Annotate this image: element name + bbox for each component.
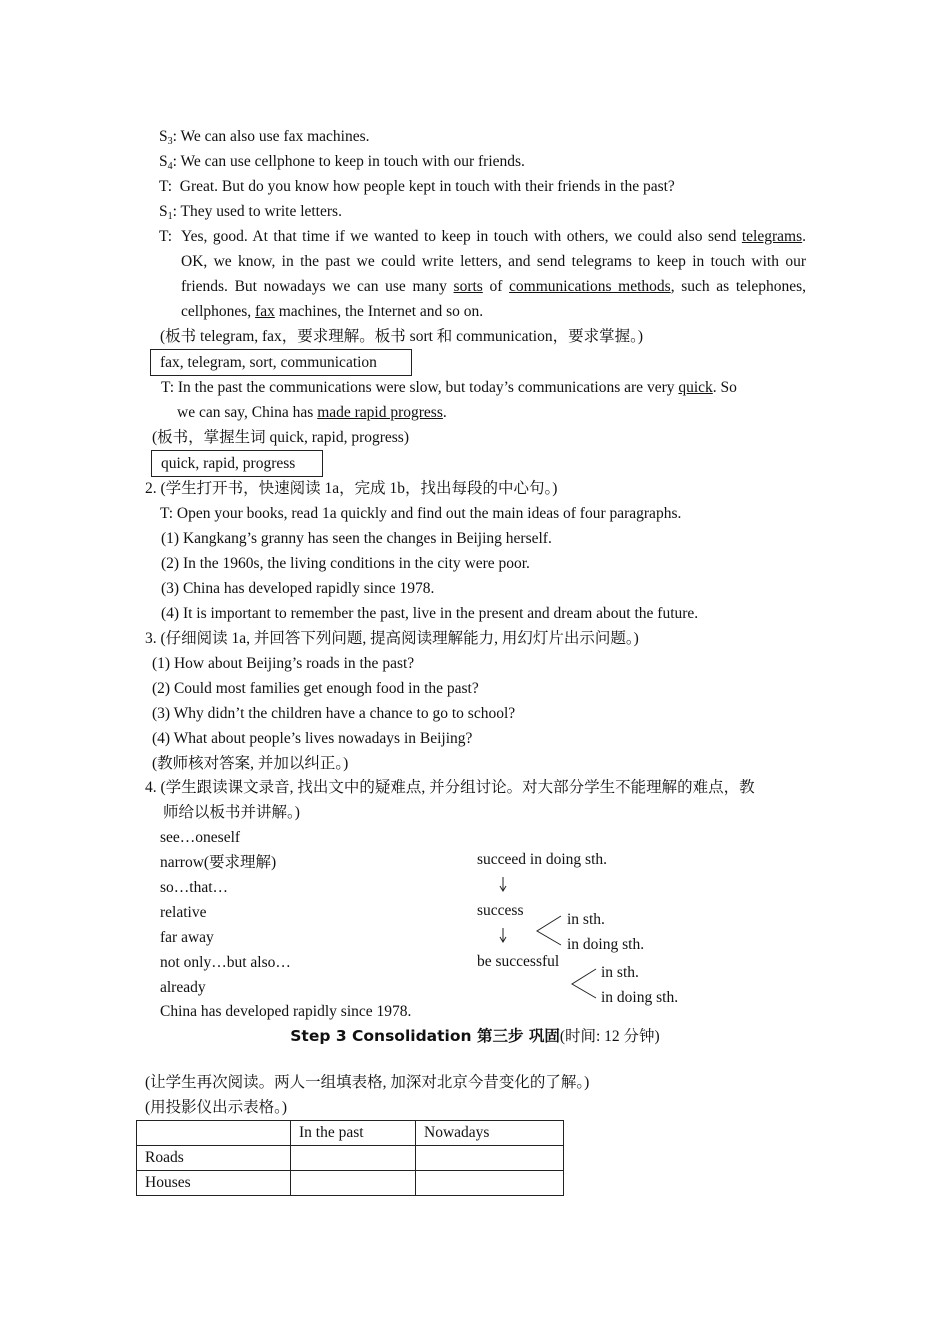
text-run: of [482,278,510,295]
speaker-number: 3 [167,136,173,147]
diagram-success: success [477,902,524,919]
underlined-word: quick [678,379,713,396]
text-run: we can say, China has [177,404,318,421]
text-run: . OK, we know, in the past we could write letters, and send telegrams to keep in touch with our friends. But nowadays we can use many [181,228,806,295]
table-header-cell: Nowadays [416,1121,564,1146]
text-run: machines, the Internet and so on. [274,303,484,320]
table-cell [291,1146,416,1171]
language-point: narrow(要求理解) [160,854,277,871]
underlined-word: telegrams [741,228,803,245]
text-run: , such as telephones, cellphones, [181,278,806,320]
list-item: (1) Kangkang’s granny has seen the changes in Beijing herself. [161,530,552,547]
step-title-cont: 师给以板书并讲解。) [163,804,300,821]
step-title: 4. (学生跟读课文录音, 找出文中的疑难点, 并分组讨论。对大部分学生不能理解的难点，教 [145,779,755,796]
speaker-label: S [159,153,168,170]
branch-bracket-icon [537,916,561,945]
table-row [137,1146,564,1171]
table-header-row [137,1121,564,1146]
table-cell: Roads [137,1146,291,1171]
text-run: In the past the communications were slow, but today’s communications are very [177,379,679,396]
diagram-branch: in doing sth. [567,936,645,953]
dialogue-line-t1 [159,174,675,199]
table-row [137,1171,564,1196]
speaker-label: T: [159,228,173,245]
dialogue-line-t3-cont [177,400,447,425]
question-item: (4) What about people’s lives nowadays in Beijing? [152,730,473,747]
arrow-head-icon [500,937,506,942]
underlined-word: fax [255,303,275,320]
step-title: 2. (学生打开书，快速阅读 1a，完成 1b，找出每段的中心句。) [145,480,558,497]
text-run: . So [712,379,737,396]
activity-note: (让学生再次阅读。两人一组填表格, 加深对北京今昔变化的了解。) [145,1074,590,1091]
language-point: already [160,979,206,996]
language-point: far away [160,929,214,946]
text-run: Yes, good. At that time if we wanted to keep in touch with others, we could also send [181,228,742,245]
instruction: T: Open your books, read 1a quickly and find out the main ideas of four paragraphs. [160,505,682,522]
dialogue-line-t3 [161,375,737,400]
heading-title: Step 3 Consolidation 第三步 巩固 [290,1027,560,1045]
speaker-number: 1 [167,211,173,222]
language-point: not only…but also… [160,954,291,971]
dialogue-line-s4: $S_4$: We can use cellphone to keep in touch with our friends. [159,153,525,172]
speaker-label: S [159,128,168,145]
diagram-branch: in sth. [601,964,639,981]
language-point: so…that… [160,879,229,896]
heading-time: (时间: 12 分钟) [559,1028,660,1045]
dialogue-line-s1: $S_1$: They used to write letters. [159,203,342,222]
list-item: (2) In the 1960s, the living conditions in the city were poor. [161,555,530,572]
underlined-word: communications methods [509,278,671,295]
speaker-label: S [159,203,168,220]
step-title: 3. (仔细阅读 1a, 并回答下列问题, 提高阅读理解能力, 用幻灯片出示问题。) [145,630,639,647]
diagram-branch: in sth. [567,911,605,928]
question-item: (1) How about Beijing’s roads in the past? [152,655,415,672]
underlined-word: made rapid progress [317,404,443,421]
board-box: fax, telegram, sort, communication [150,349,412,376]
board-note: (板书，掌握生词 quick, rapid, progress) [152,429,409,446]
section-heading [0,1024,950,1049]
diagram-succeed: succeed in doing sth. [477,851,608,868]
dialogue-text: We can also use fax machines. [180,128,370,145]
board-box: quick, rapid, progress [151,450,323,477]
board-note: (板书 telegram, fax，要求理解。板书 sort 和 communication，要求掌握。) [160,328,644,345]
list-item: (4) It is important to remember the past, live in the present and dream about the future. [161,605,699,622]
language-point: relative [160,904,207,921]
dialogue-line-s3: $S_3$: We can also use fax machines. [159,128,370,147]
question-item: (2) Could most families get enough food in the past? [152,680,479,697]
diagram-branch: in doing sth. [601,989,679,1006]
language-point: see…oneself [160,829,241,846]
dialogue-text: They used to write letters. [180,203,342,220]
comparison-table [136,1120,564,1196]
table-cell [416,1146,564,1171]
table-header-cell: In the past [291,1121,416,1146]
table-header-cell [137,1121,291,1146]
branch-bracket-icon [572,969,596,998]
diagram-be-successful: be successful [477,953,560,970]
arrow-head-icon [500,886,506,891]
activity-note: (用投影仪出示表格。) [145,1099,288,1116]
dialogue-text: Great. But do you know how people kept in touch with their friends in the past? [179,178,675,195]
table-cell [291,1171,416,1196]
speaker-label: T: [161,379,175,396]
teacher-note: (教师核对答案, 并加以纠正。) [152,755,349,772]
table-cell: Houses [137,1171,291,1196]
speaker-number: 4 [167,161,173,172]
dialogue-text: We can use cellphone to keep in touch with our friends. [180,153,525,170]
speaker-label: T: [159,178,173,195]
language-point: China has developed rapidly since 1978. [160,1003,412,1020]
table-cell [416,1171,564,1196]
question-item: (3) Why didn’t the children have a chance to go to school? [152,705,516,722]
text-run: . [442,404,447,421]
underlined-word: sorts [453,278,483,295]
dialogue-paragraph-t2 [181,224,806,324]
list-item: (3) China has developed rapidly since 1978. [161,580,435,597]
